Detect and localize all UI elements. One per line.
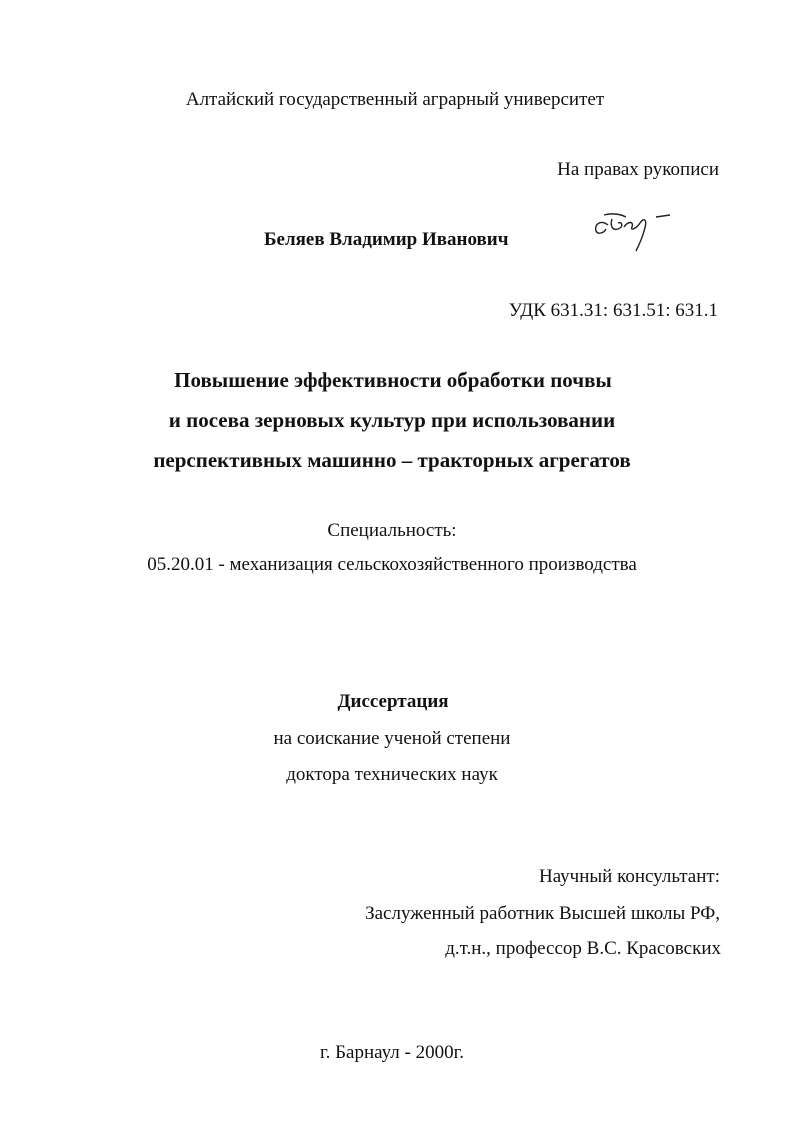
- specialty-label: Специальность:: [327, 520, 457, 541]
- thesis-title-line-2: и посева зерновых культур при использовании: [168, 408, 616, 432]
- handwritten-signature: [590, 205, 680, 255]
- consultant-name: д.т.н., профессор В.С. Красовских: [445, 938, 721, 959]
- consultant-honorary-title: Заслуженный работник Высшей школы РФ,: [365, 903, 720, 924]
- consultant-label: Научный консультант:: [538, 866, 720, 887]
- thesis-title-line-1: Повышение эффективности обработки почвы: [174, 368, 612, 392]
- dissertation-heading: Диссертация: [337, 691, 449, 712]
- university-name: Алтайский государственный аграрный университет: [185, 89, 605, 110]
- city-and-year: г. Барнаул - 2000г.: [319, 1042, 464, 1063]
- udk-code: УДК 631.31: 631.51: 631.1: [508, 300, 718, 321]
- manuscript-rights-note: На правах рукописи: [557, 159, 719, 180]
- specialty-value: 05.20.01 - механизация сельскохозяйственного производства: [147, 554, 637, 575]
- thesis-title-line-3: перспективных машинно – тракторных агрегатов: [153, 448, 631, 472]
- dissertation-degree-name: доктора технических наук: [286, 764, 498, 785]
- dissertation-degree-line: на соискание ученой степени: [273, 728, 511, 749]
- author-name: Беляев Владимир Иванович: [264, 229, 509, 250]
